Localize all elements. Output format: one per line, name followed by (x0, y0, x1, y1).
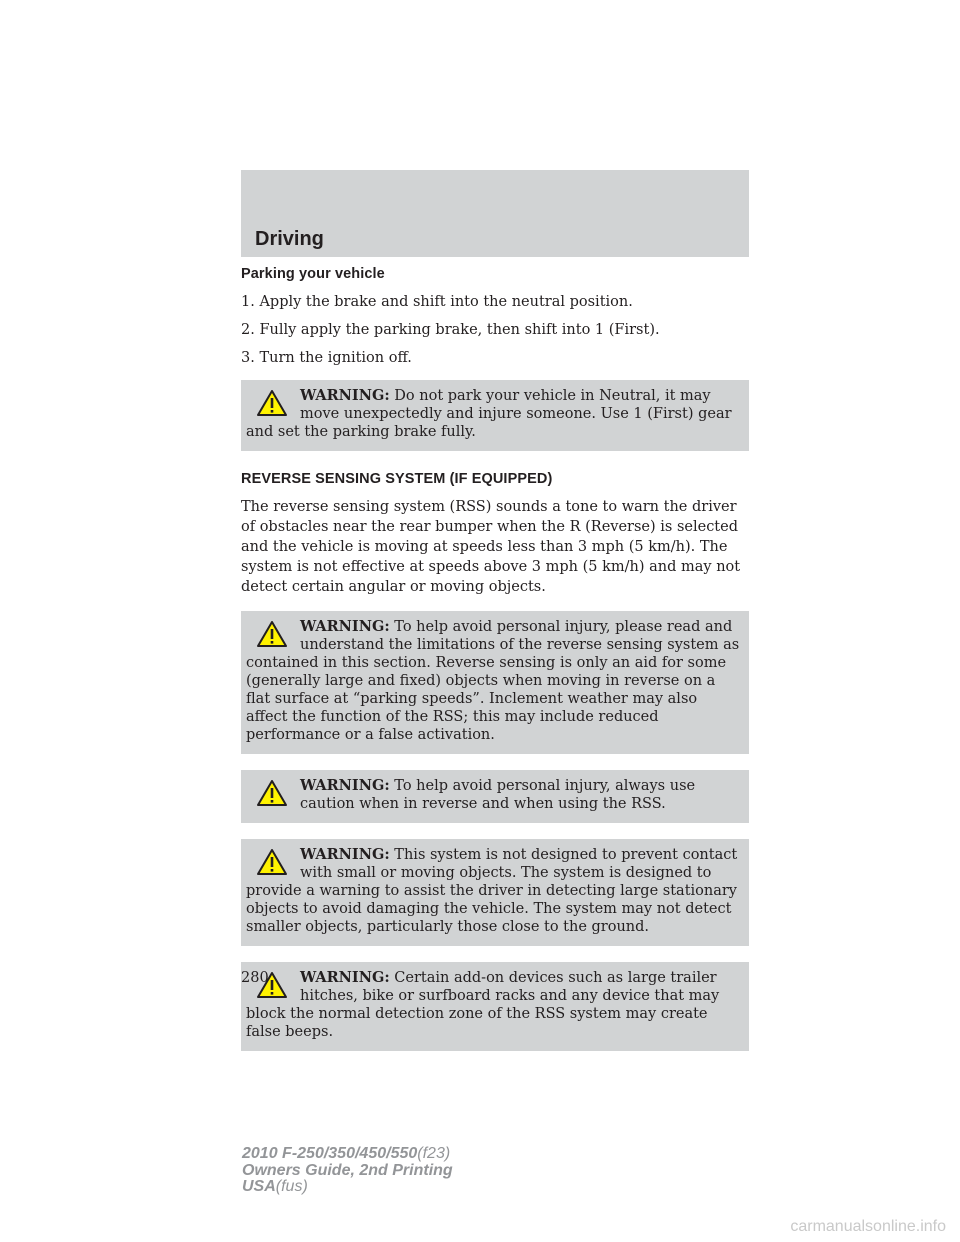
rss-warning-box-2 (241, 770, 749, 823)
warning-label: WARNING: (300, 846, 390, 863)
warning-text: Do not park your vehicle in Neutral, it may move unexpectedly and injure someone. Use 1 (First) gear and set the parking brake fully. (246, 388, 732, 440)
warning-label: WARNING: (300, 618, 390, 635)
parking-step-1: 1. Apply the brake and shift into the neutral position. (241, 294, 633, 310)
page-number: 280 (241, 970, 269, 986)
watermark: carmanualsonline.info (790, 1218, 946, 1235)
document-footer (242, 1146, 453, 1196)
footer-model: 2010 F-250/350/450/550 (242, 1145, 418, 1162)
page-content (241, 266, 749, 1067)
footer-market-code: (fus) (275, 1178, 308, 1195)
warning-triangle-icon (256, 620, 288, 648)
footer-model-code: (f23) (417, 1145, 451, 1162)
warning-triangle-icon (256, 848, 288, 876)
warning-triangle-icon (256, 389, 288, 417)
warning-label: WARNING: (300, 777, 390, 794)
rss-warning-box-1 (241, 611, 749, 754)
warning-text: To help avoid personal injury, please read and understand the limitations of the reverse sensing system as contained in this section. Reverse sensing is only an aid for some (generally large and fixed) objects when moving in reverse on a flat surface at “parking speeds”. Inclement weather may also affect the function of the RSS; this may include reduced performance or a false activation. (246, 619, 740, 743)
parking-step-3: 3. Turn the ignition off. (241, 350, 412, 366)
warning-label: WARNING: (300, 387, 390, 404)
warning-triangle-icon (256, 779, 288, 807)
warning-text: Certain add-on devices such as large trailer hitches, bike or surfboard racks and any device that may block the normal detection zone of the RSS system may create false beeps. (246, 970, 720, 1040)
parking-step-2: 2. Fully apply the parking brake, then shift into 1 (First). (241, 322, 660, 338)
footer-market: USA (242, 1178, 276, 1195)
rss-warning-box-3 (241, 839, 749, 946)
section-title: Driving (255, 228, 324, 250)
warning-text: This system is not designed to prevent contact with small or moving objects. The system is designed to provide a warning to assist the driver in detecting large stationary objects to avoid damaging the vehicle. The system may not detect smaller objects, particularly those close to the ground. (246, 847, 738, 935)
footer-edition: Owners Guide, 2nd Printing (242, 1161, 453, 1179)
rss-heading: REVERSE SENSING SYSTEM (IF EQUIPPED) (241, 471, 553, 487)
parking-warning-box (241, 380, 749, 451)
rss-intro: The reverse sensing system (RSS) sounds a tone to warn the driver of obstacles near the rear bumper when the R (Reverse) is selected and the vehicle is moving at speeds less than 3 mph (5 km/h). The system is not effective at speeds above 3 mph (5 km/h) and may not detect certain angular or moving objects. (241, 499, 741, 595)
warning-label: WARNING: (300, 969, 390, 986)
rss-warning-box-4 (241, 962, 749, 1051)
parking-heading: Parking your vehicle (241, 266, 385, 282)
warning-text: To help avoid personal injury, always use caution when in reverse and when using the RSS. (300, 778, 696, 812)
